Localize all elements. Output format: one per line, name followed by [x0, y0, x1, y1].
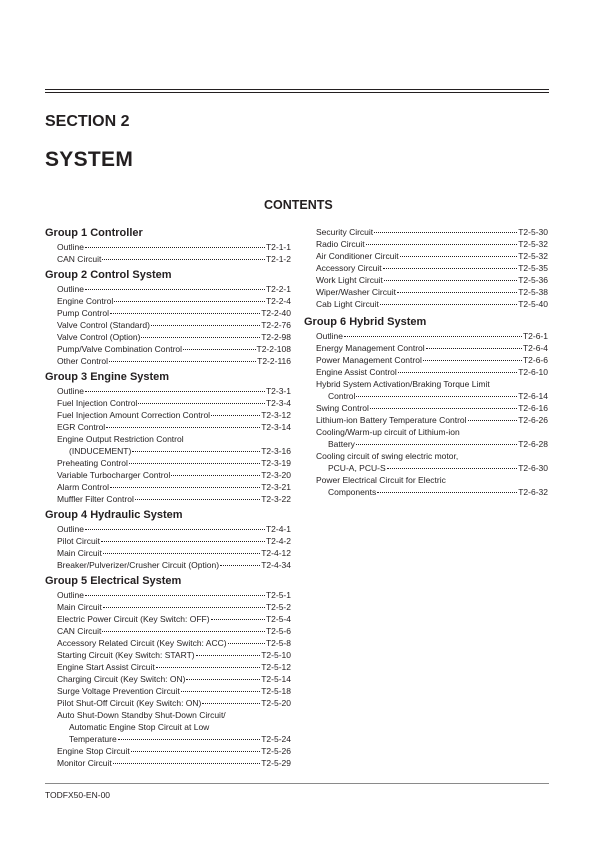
toc-entry-title: EGR Control — [57, 422, 106, 432]
toc-entry-title: Electric Power Circuit (Key Switch: OFF) — [57, 614, 210, 624]
top-rule-2 — [45, 92, 549, 93]
toc-entry[interactable] — [45, 355, 291, 367]
toc-entry-page: T2-3-19 — [261, 458, 291, 468]
dot-leader — [85, 247, 265, 248]
toc-entry-title: Cooling/Warm-up circuit of Lithium-ion — [316, 427, 460, 437]
toc-entry[interactable] — [304, 298, 548, 310]
dot-leader — [85, 529, 265, 530]
toc-entry[interactable] — [45, 559, 291, 571]
toc-entry-title: Other Control — [57, 356, 109, 366]
dot-leader — [384, 280, 517, 281]
toc-entry-title: Swing Control — [316, 403, 369, 413]
toc-entry-title: Outline — [316, 331, 343, 341]
toc-entry-title: Work Light Circuit — [316, 275, 383, 285]
toc-entry[interactable] — [304, 474, 548, 498]
toc-entry-list — [45, 523, 291, 571]
toc-entry[interactable] — [45, 661, 291, 673]
toc-entry-title: Muffler Filter Control — [57, 494, 134, 504]
dot-leader — [113, 763, 260, 764]
dot-leader — [131, 751, 260, 752]
toc-entry-title: Preheating Control — [57, 458, 128, 468]
dot-leader — [141, 337, 260, 338]
toc-entry-page: T2-3-14 — [261, 422, 291, 432]
toc-entry-title-continued: (INDUCEMENT) — [69, 446, 132, 456]
toc-entry[interactable] — [45, 697, 291, 709]
toc-entry-title: Pilot Shut-Off Circuit (Key Switch: ON) — [57, 698, 202, 708]
toc-entry-page: T2-5-32 — [518, 251, 548, 261]
toc-entry-title-continued: Components — [328, 487, 377, 497]
toc-entry-page: T2-5-30 — [518, 227, 548, 237]
toc-entry-title: Air Conditioner Circuit — [316, 251, 399, 261]
toc-entry-page: T2-5-8 — [265, 638, 291, 648]
toc-entry-list — [45, 283, 291, 367]
toc-group-title[interactable]: Group 4 Hydraulic System — [45, 509, 183, 521]
toc-entry[interactable] — [45, 709, 291, 745]
toc-entry[interactable] — [45, 397, 291, 409]
toc-entry-page: T2-5-40 — [518, 299, 548, 309]
top-rule-1 — [45, 89, 549, 90]
toc-entry-title: CAN Circuit — [57, 626, 102, 636]
dot-leader — [423, 360, 522, 361]
toc-entry-page: T2-3-1 — [265, 386, 291, 396]
toc-group-title[interactable]: Group 3 Engine System — [45, 371, 170, 383]
toc-entry[interactable] — [45, 457, 291, 469]
toc-entry-title: Accessory Related Circuit (Key Switch: ACC) — [57, 638, 227, 648]
dot-leader — [356, 396, 517, 397]
dot-leader — [110, 487, 260, 488]
dot-leader — [426, 348, 522, 349]
toc-entry[interactable] — [304, 286, 548, 298]
toc-entry-title: Power Management Control — [316, 355, 422, 365]
dot-leader — [183, 349, 255, 350]
dot-leader — [377, 492, 517, 493]
toc-entry[interactable] — [304, 366, 548, 378]
toc-group-continued — [304, 226, 548, 310]
toc-entry[interactable] — [45, 481, 291, 493]
dot-leader — [138, 403, 265, 404]
toc-entry[interactable] — [304, 354, 548, 366]
toc-entry-page: T2-6-32 — [518, 487, 548, 497]
toc-entry-title: Outline — [57, 242, 84, 252]
toc-entry-title: Engine Stop Circuit — [57, 746, 130, 756]
toc-entry-page: T2-6-10 — [518, 367, 548, 377]
toc-entry-title: Cooling circuit of swing electric motor, — [316, 451, 459, 461]
toc-entry-page: T2-6-4 — [522, 343, 548, 353]
dot-leader — [383, 268, 518, 269]
toc-entry[interactable] — [304, 450, 548, 474]
dot-leader — [103, 553, 260, 554]
toc-entry[interactable] — [304, 426, 548, 450]
dot-leader — [102, 259, 265, 260]
toc-entry[interactable] — [45, 673, 291, 685]
toc-entry[interactable] — [304, 378, 548, 402]
toc-entry-page: T2-6-30 — [518, 463, 548, 473]
toc-entry[interactable] — [45, 343, 291, 355]
toc-entry-page: T2-3-20 — [261, 470, 291, 480]
toc-entry[interactable] — [45, 547, 291, 559]
toc-entry-list — [45, 385, 291, 505]
dot-leader — [196, 655, 261, 656]
toc-entry[interactable] — [45, 253, 291, 265]
toc-entry[interactable] — [45, 433, 291, 457]
toc-entry-title: Outline — [57, 284, 84, 294]
dot-leader — [106, 427, 260, 428]
toc-entry-title: Fuel Injection Control — [57, 398, 138, 408]
toc-entry[interactable] — [45, 613, 291, 625]
toc-entry-page: T2-5-38 — [518, 287, 548, 297]
toc-entry-page: T2-3-22 — [261, 494, 291, 504]
toc-entry-title: Engine Output Restriction Control — [57, 434, 184, 444]
toc-entry-title-continued: PCU-A, PCU-S — [328, 463, 386, 473]
toc-entry[interactable] — [45, 409, 291, 421]
toc-entry-page: T2-2-1 — [265, 284, 291, 294]
toc-entry-title: Variable Turbocharger Control — [57, 470, 171, 480]
toc-entry-page: T2-6-14 — [518, 391, 548, 401]
toc-entry-page: T2-3-16 — [261, 446, 291, 456]
toc-entry[interactable] — [45, 625, 291, 637]
toc-entry-title: Charging Circuit (Key Switch: ON) — [57, 674, 186, 684]
toc-entry-page: T2-3-12 — [261, 410, 291, 420]
toc-entry-page: T2-5-12 — [261, 662, 291, 672]
dot-leader — [397, 292, 517, 293]
toc-entry-page: T2-2-76 — [261, 320, 291, 330]
toc-entry-title: Radio Circuit — [316, 239, 365, 249]
toc-entry-page: T2-4-1 — [265, 524, 291, 534]
toc-entry-title: Main Circuit — [57, 602, 102, 612]
dot-leader — [211, 415, 260, 416]
toc-group — [45, 268, 291, 367]
dot-leader — [102, 631, 265, 632]
toc-entry[interactable] — [45, 535, 291, 547]
toc-entry-page: T2-5-4 — [265, 614, 291, 624]
toc-entry-title: Engine Control — [57, 296, 114, 306]
section-label: SECTION 2 — [45, 113, 130, 130]
toc-entry-title: Starting Circuit (Key Switch: START) — [57, 650, 195, 660]
toc-entry-page: T2-6-26 — [518, 415, 548, 425]
toc-entry[interactable] — [45, 493, 291, 505]
toc-entry-page: T2-5-2 — [265, 602, 291, 612]
dot-leader — [181, 691, 260, 692]
toc-entry-title: Outline — [57, 524, 84, 534]
toc-entry-title: Fuel Injection Amount Correction Control — [57, 410, 211, 420]
toc-entry[interactable] — [45, 295, 291, 307]
toc-entry-page: T2-1-1 — [265, 242, 291, 252]
dot-leader — [109, 361, 256, 362]
toc-entry-page: T2-5-24 — [261, 734, 291, 744]
toc-entry-title: Alarm Control — [57, 482, 109, 492]
toc-entry[interactable] — [45, 757, 291, 769]
dot-leader — [103, 607, 265, 608]
dot-leader — [171, 475, 260, 476]
toc-entry-title: Pump/Valve Combination Control — [57, 344, 183, 354]
toc-entry-title-continued: Automatic Engine Stop Circuit at Low — [69, 722, 210, 732]
toc-entry-title: Outline — [57, 386, 84, 396]
toc-entry[interactable] — [45, 523, 291, 535]
toc-entry[interactable] — [304, 238, 548, 250]
toc-entry[interactable] — [45, 745, 291, 757]
toc-left-column — [45, 226, 291, 769]
dot-leader — [356, 444, 517, 445]
toc-entry-list — [45, 241, 291, 265]
toc-entry-page: T2-5-14 — [261, 674, 291, 684]
toc-entry-page: T2-1-2 — [265, 254, 291, 264]
toc-entry-title: Cab Light Circuit — [316, 299, 379, 309]
dot-leader — [211, 619, 265, 620]
dot-leader — [114, 301, 265, 302]
toc-group-title[interactable]: Group 6 Hybrid System — [304, 316, 427, 328]
toc-entry-page: T2-5-26 — [261, 746, 291, 756]
toc-entry-title-continued: Control — [328, 391, 356, 401]
dot-leader — [135, 499, 260, 500]
toc-entry-page: T2-4-12 — [261, 548, 291, 558]
toc-entry-page: T2-5-10 — [261, 650, 291, 660]
toc-entry-page: T2-2-116 — [257, 356, 291, 366]
toc-entry[interactable] — [45, 469, 291, 481]
toc-entry-title: Power Electrical Circuit for Electric — [316, 475, 446, 485]
toc-entry[interactable] — [304, 250, 548, 262]
toc-entry-page: T2-4-34 — [261, 560, 291, 570]
dot-leader — [85, 391, 265, 392]
toc-entry[interactable] — [45, 307, 291, 319]
dot-leader — [220, 565, 260, 566]
toc-group — [45, 370, 291, 505]
toc-entry-title: Wiper/Washer Circuit — [316, 287, 396, 297]
toc-entry-title-continued: Temperature — [69, 734, 117, 744]
toc-entry[interactable] — [304, 342, 548, 354]
toc-entry[interactable] — [304, 226, 548, 238]
toc-entry-title: Breaker/Pulverizer/Crusher Circuit (Option) — [57, 560, 220, 570]
toc-entry-list — [304, 330, 548, 498]
toc-entry-title: CAN Circuit — [57, 254, 102, 264]
dot-leader — [156, 667, 260, 668]
toc-entry-title: Main Circuit — [57, 548, 102, 558]
dot-leader — [370, 408, 517, 409]
dot-leader — [202, 703, 260, 704]
toc-entry[interactable] — [45, 589, 291, 601]
toc-entry-title: Auto Shut-Down Standby Shut-Down Circuit/ — [57, 710, 226, 720]
toc-entry[interactable] — [45, 241, 291, 253]
toc-entry-title: Monitor Circuit — [57, 758, 112, 768]
toc-entry-title: Outline — [57, 590, 84, 600]
toc-entry-page: T2-5-35 — [518, 263, 548, 273]
toc-entry-page: T2-3-4 — [265, 398, 291, 408]
toc-entry-page: T2-5-6 — [265, 626, 291, 636]
toc-entry-page: T2-4-2 — [265, 536, 291, 546]
dot-leader — [118, 739, 261, 740]
dot-leader — [129, 463, 260, 464]
toc-entry-title: Security Circuit — [316, 227, 374, 237]
footer-doc-code: TODFX50-EN-00 — [45, 790, 111, 800]
toc-group — [45, 574, 291, 769]
toc-entry-page: T2-6-1 — [522, 331, 548, 341]
toc-entry-page: T2-6-6 — [522, 355, 548, 365]
dot-leader — [398, 372, 517, 373]
toc-entry[interactable] — [45, 601, 291, 613]
toc-entry-title-continued: Battery — [328, 439, 355, 449]
toc-entry[interactable] — [45, 331, 291, 343]
toc-right-column — [304, 226, 548, 498]
dot-leader — [344, 336, 522, 337]
dot-leader — [380, 304, 517, 305]
toc-entry-page: T2-5-29 — [261, 758, 291, 768]
toc-entry-title: Pilot Circuit — [57, 536, 100, 546]
toc-entry-title: Pump Control — [57, 308, 109, 318]
toc-entry[interactable] — [45, 283, 291, 295]
toc-entry[interactable] — [304, 402, 548, 414]
toc-entry-page: T2-5-20 — [261, 698, 291, 708]
dot-leader — [387, 468, 518, 469]
toc-entry-page: T2-5-1 — [265, 590, 291, 600]
dot-leader — [468, 420, 518, 421]
toc-entry-page: T2-2-4 — [265, 296, 291, 306]
toc-entry-page: T2-6-16 — [518, 403, 548, 413]
toc-entry[interactable] — [45, 319, 291, 331]
toc-entry-page: T2-2-108 — [256, 344, 291, 354]
contents-title: CONTENTS — [264, 198, 333, 212]
toc-entry-title: Engine Start Assist Circuit — [57, 662, 155, 672]
dot-leader — [151, 325, 260, 326]
dot-leader — [366, 244, 518, 245]
dot-leader — [186, 679, 260, 680]
toc-entry[interactable] — [304, 262, 548, 274]
footer-rule — [45, 783, 549, 784]
toc-entry[interactable] — [45, 649, 291, 661]
toc-group-title[interactable]: Group 1 Controller — [45, 227, 143, 239]
dot-leader — [85, 289, 265, 290]
toc-entry-page: T2-6-28 — [518, 439, 548, 449]
toc-group — [45, 508, 291, 571]
dot-leader — [101, 541, 265, 542]
dot-leader — [228, 643, 265, 644]
toc-entry-page: T2-2-40 — [261, 308, 291, 318]
toc-entry[interactable] — [304, 330, 548, 342]
section-title: SYSTEM — [45, 148, 134, 171]
toc-entry-list — [45, 589, 291, 769]
toc-entry[interactable] — [304, 274, 548, 286]
dot-leader — [400, 256, 518, 257]
toc-entry[interactable] — [45, 637, 291, 649]
dot-leader — [132, 451, 260, 452]
toc-entry-list — [304, 226, 548, 310]
toc-entry-page: T2-5-32 — [518, 239, 548, 249]
dot-leader — [110, 313, 260, 314]
toc-entry-title: Accessory Circuit — [316, 263, 382, 273]
toc-entry-title: Valve Control (Option) — [57, 332, 141, 342]
toc-entry[interactable] — [45, 685, 291, 697]
toc-entry[interactable] — [45, 421, 291, 433]
toc-entry[interactable] — [304, 414, 548, 426]
toc-entry-title: Hybrid System Activation/Braking Torque Limit — [316, 379, 490, 389]
toc-entry-title: Surge Voltage Prevention Circuit — [57, 686, 180, 696]
toc-entry[interactable] — [45, 385, 291, 397]
dot-leader — [374, 232, 517, 233]
toc-entry-title: Engine Assist Control — [316, 367, 397, 377]
toc-entry-title: Valve Control (Standard) — [57, 320, 150, 330]
toc-entry-page: T2-2-98 — [261, 332, 291, 342]
toc-entry-title: Lithium-ion Battery Temperature Control — [316, 415, 467, 425]
toc-group — [45, 226, 291, 265]
toc-entry-page: T2-3-21 — [261, 482, 291, 492]
toc-group-title[interactable]: Group 5 Electrical System — [45, 575, 182, 587]
toc-entry-page: T2-5-36 — [518, 275, 548, 285]
toc-group — [304, 315, 548, 498]
dot-leader — [85, 595, 265, 596]
toc-entry-page: T2-5-18 — [261, 686, 291, 696]
toc-group-title[interactable]: Group 2 Control System — [45, 269, 172, 281]
toc-entry-title: Energy Management Control — [316, 343, 425, 353]
